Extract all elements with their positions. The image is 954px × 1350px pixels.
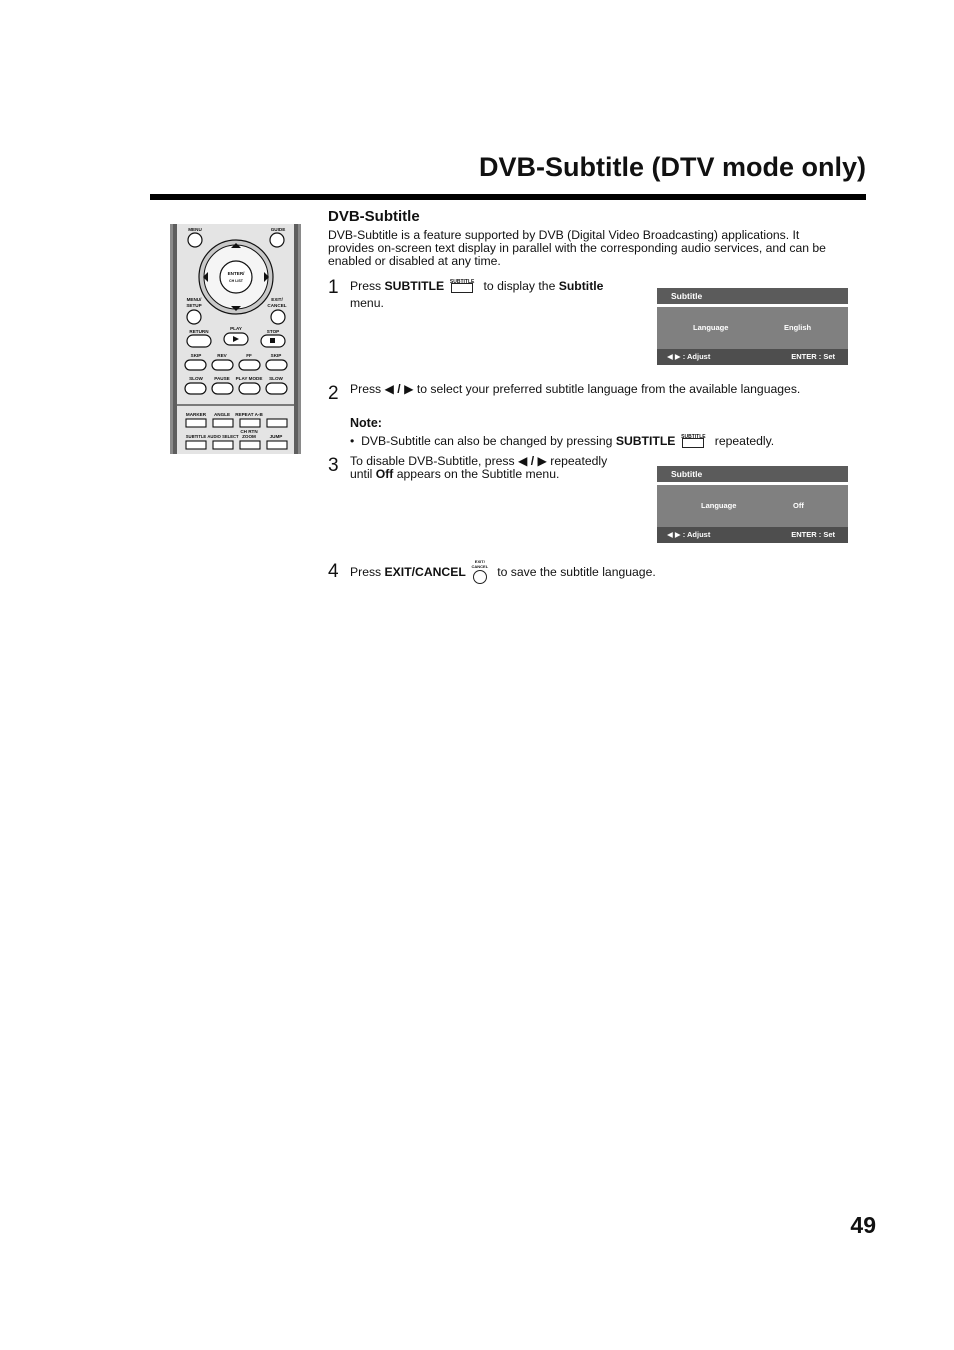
exit-cancel-button-icon: EXIT/ CANCEL xyxy=(468,561,492,585)
osd-1-enter-hint: ENTER : Set xyxy=(791,352,835,361)
subtitle-menu-osd-1 xyxy=(657,288,848,365)
remote-label-zoom: ZOOM xyxy=(242,434,256,439)
menu-setup-button[interactable] xyxy=(187,310,201,324)
osd-2-value: Off xyxy=(793,501,804,510)
subtitle-button-icon: SUBTITLE xyxy=(447,277,477,297)
remote-label-return: RETURN xyxy=(189,329,209,334)
intro-paragraph xyxy=(328,229,858,268)
intro-line-1: DVB-Subtitle is a feature supported by DVB (Digital Video Broadcasting) applications. It xyxy=(328,228,800,242)
rev-button[interactable] xyxy=(212,360,233,370)
marker-button[interactable] xyxy=(186,419,206,427)
section-heading: DVB-Subtitle xyxy=(328,208,420,225)
remote-label-angle: ANGLE xyxy=(213,412,231,417)
play-mode-button[interactable] xyxy=(239,383,260,394)
skip-forward-button[interactable] xyxy=(266,360,287,370)
remote-label-repeat: REPEAT A-B xyxy=(235,412,263,417)
remote-label-jump: JUMP xyxy=(269,434,283,439)
skip-back-button[interactable] xyxy=(185,360,206,370)
intro-line-2: provides on-screen text display in parallel with the corresponding audio services, and can be xyxy=(328,241,826,255)
page-title: DVB-Subtitle (DTV mode only) xyxy=(479,152,866,182)
angle-button[interactable] xyxy=(213,419,233,427)
remote-label-audio-select: AUDIO SELECT xyxy=(207,434,239,439)
exit-cancel-button[interactable] xyxy=(271,310,285,324)
osd-2-enter-hint: ENTER : Set xyxy=(791,530,835,539)
menu-button[interactable] xyxy=(188,233,202,247)
osd-2-adjust-hint: ◀ ▶ : Adjust xyxy=(667,530,711,539)
remote-label-play-mode: PLAY MODE xyxy=(235,376,263,381)
remote-label-stop: STOP xyxy=(266,329,280,334)
remote-label-slow-right: SLOW xyxy=(269,376,283,381)
repeat-ab-button[interactable] xyxy=(240,419,260,427)
zoom-button[interactable] xyxy=(240,441,260,449)
step-2-text: Press ◀ / ▶ to select your preferred subtitle language from the available languages. xyxy=(350,382,801,396)
slow-forward-button[interactable] xyxy=(266,383,287,394)
enter-button[interactable] xyxy=(220,261,252,293)
remote-label-menu: MENU xyxy=(188,227,202,232)
osd-1-value: English xyxy=(784,323,812,332)
remote-label-marker: MARKER xyxy=(185,412,207,417)
remote-label-guide: GUIDE xyxy=(270,227,286,232)
remote-label-slow-left: SLOW xyxy=(189,376,203,381)
osd-1-adjust-hint: ◀ ▶ : Adjust xyxy=(667,352,711,361)
remote-label-ch-rtn: CH RTN xyxy=(240,429,258,434)
return-button[interactable] xyxy=(187,335,211,347)
step-3-number: 3 xyxy=(328,455,339,476)
osd-2-label: Language xyxy=(701,501,737,510)
title-rule xyxy=(150,194,866,200)
remote-label-setup: SETUP xyxy=(186,303,202,308)
remote-label-pause: PAUSE xyxy=(214,376,230,381)
subtitle-button-icon-note: SUBTITLE xyxy=(678,432,708,452)
left-right-arrows-icon-3: ◀ / ▶ xyxy=(518,454,547,468)
step-1-text: Press SUBTITLE SUBTITLE to display the Subtitle menu. xyxy=(350,279,604,310)
remote-label-ff: FF xyxy=(246,353,252,358)
remote-label-cancel: CANCEL xyxy=(267,303,287,308)
remote-label-play: PLAY xyxy=(230,326,242,331)
remote-label-rev: REV xyxy=(217,353,227,358)
ff-button[interactable] xyxy=(239,360,260,370)
remote-label-skip-right: SKIP xyxy=(270,353,282,358)
subtitle-button[interactable] xyxy=(186,441,206,449)
stop-icon xyxy=(270,338,275,343)
step-3-text: To disable DVB-Subtitle, press ◀ / ▶ repeatedly until Off appears on the Subtitle menu. xyxy=(350,454,608,481)
intro-line-3: enabled or disabled at any time. xyxy=(328,254,501,268)
remote-label-exit: EXIT/ xyxy=(271,297,283,302)
guide-button[interactable] xyxy=(270,233,284,247)
remote-label-subtitle: SUBTITLE xyxy=(185,434,207,439)
subtitle-menu-osd-2 xyxy=(657,466,848,543)
note-text: • DVB-Subtitle can also be changed by pressing SUBTITLE SUBTITLE repeatedly. xyxy=(350,432,860,452)
slow-back-button[interactable] xyxy=(185,383,206,394)
osd-1-title: Subtitle xyxy=(657,288,848,304)
step-4-number: 4 xyxy=(328,561,339,582)
step-2-number: 2 xyxy=(328,383,339,404)
osd-2-title: Subtitle xyxy=(657,466,848,482)
audio-select-button[interactable] xyxy=(213,441,233,449)
page-number: 49 xyxy=(850,1212,876,1238)
jump-button[interactable] xyxy=(267,441,287,449)
remote-control-illustration xyxy=(170,224,301,454)
step-4-text: Press EXIT/CANCEL EXIT/ CANCEL to save the subtitle language. xyxy=(350,561,860,585)
left-right-arrows-icon: ◀ / ▶ xyxy=(384,382,414,396)
note-heading: Note: xyxy=(350,416,382,430)
cc-button[interactable] xyxy=(267,419,287,427)
remote-label-skip-left: SKIP xyxy=(190,353,202,358)
remote-label-chlist: CH LIST xyxy=(229,279,243,283)
osd-1-label: Language xyxy=(693,323,729,332)
pause-button[interactable] xyxy=(212,383,233,394)
step-1-number: 1 xyxy=(328,277,339,298)
remote-label-enter: ENTER/ xyxy=(227,271,245,276)
remote-label-menu-setup: MENU/ xyxy=(186,297,202,302)
